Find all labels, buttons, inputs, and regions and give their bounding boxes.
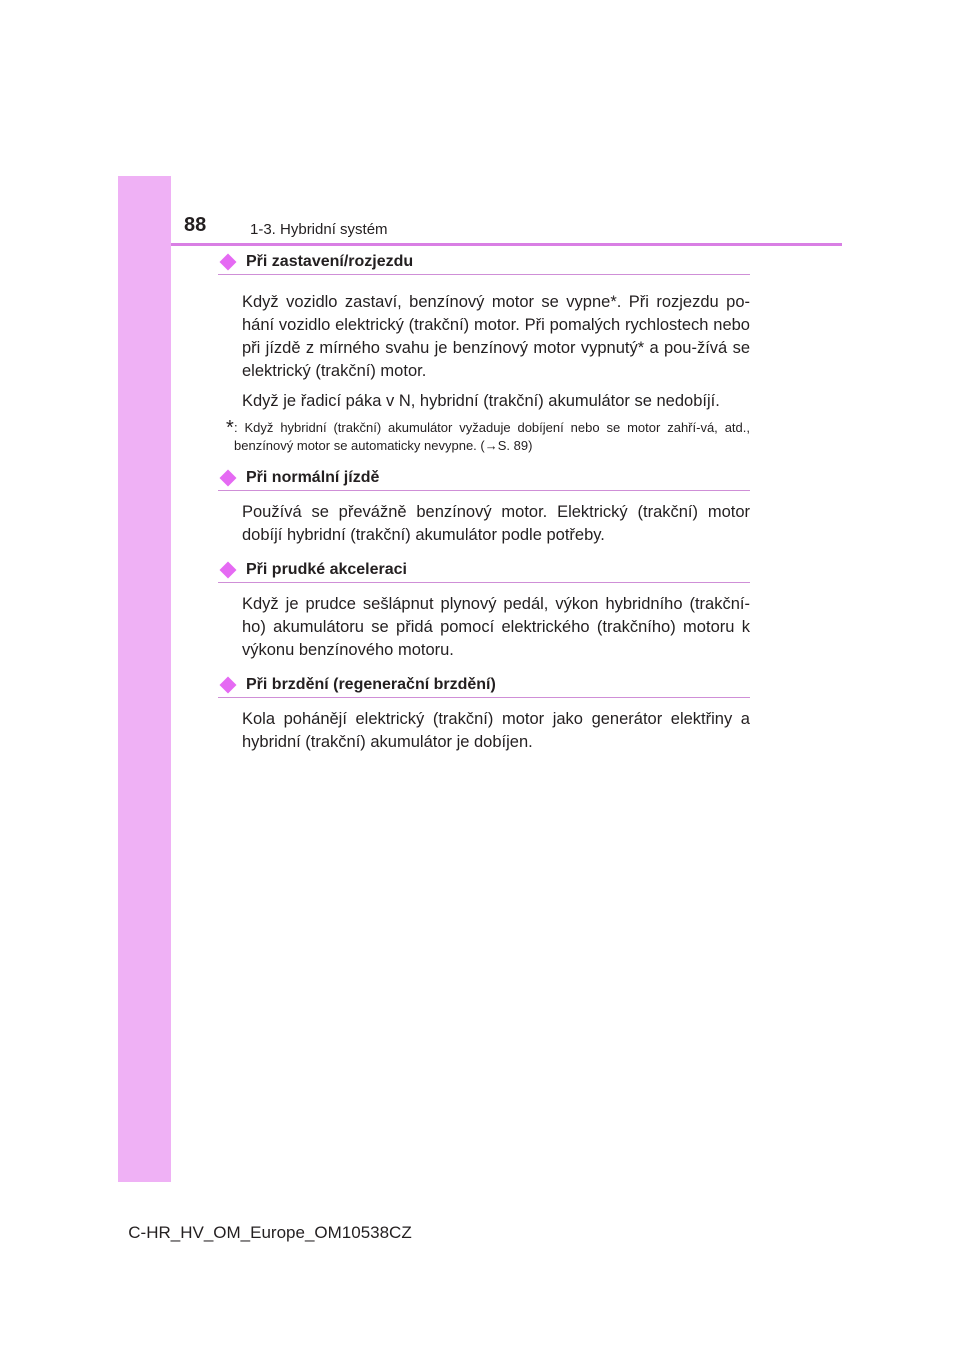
paragraph: Když je řadicí páka v N, hybridní (trakční) akumulátor se nedobíjí.	[242, 392, 720, 410]
section-stopping-starting	[218, 253, 750, 455]
diamond-bullet-icon	[220, 677, 237, 694]
diamond-bullet-icon	[220, 470, 237, 487]
section-heading	[218, 676, 750, 698]
diamond-bullet-icon	[220, 254, 237, 271]
side-tab-bar	[118, 176, 171, 1182]
diamond-bullet-icon	[220, 562, 237, 579]
heading-text: Při brzdění (regenerační brzdění)	[246, 676, 496, 693]
paragraph: Když vozidlo zastaví, benzínový motor se vypne*. Při rozjezdu po-hání vozidlo elektrický (trakční) motor. Při pomalých rychlostech nebo při jízdě z mírného svahu je benzínový motor vypnutý* a pou-žívá se elektrický (trakční) motor.	[242, 293, 750, 380]
heading-text: Při zastavení/rozjezdu	[246, 253, 414, 270]
section-heading	[218, 561, 750, 583]
section-heading	[218, 469, 750, 491]
heading-text: Při prudké akceleraci	[246, 561, 407, 578]
footnote	[226, 419, 750, 455]
footnote-mark: *	[226, 417, 234, 439]
paragraph: Když je prudce sešlápnut plynový pedál, výkon hybridního (trakční-ho) akumulátoru se přidá pomocí elektrického (trakčního) motoru k výkonu benzínového motoru.	[242, 595, 750, 659]
heading-text: Při normální jízdě	[246, 469, 380, 486]
header-rule	[171, 243, 842, 246]
section-heading	[218, 253, 750, 275]
footnote-text: : Když hybridní (trakční) akumulátor vyžaduje dobíjení nebo se motor zahří-vá, atd., benzínový motor se automaticky nevypne. (→S. 89)	[234, 420, 750, 453]
section-hard-acceleration	[218, 561, 750, 662]
page-number: 88	[184, 214, 207, 236]
paragraph: Používá se převážně benzínový motor. Elektrický (trakční) motor dobíjí hybridní (trakční) akumulátor podle potřeby.	[242, 503, 750, 544]
paragraph: Kola pohánějí elektrický (trakční) motor jako generátor elektřiny a hybridní (trakční) akumulátor je dobíjen.	[242, 710, 750, 751]
page-content	[218, 253, 750, 754]
section-braking	[218, 676, 750, 754]
section-title: 1-3. Hybridní systém	[250, 221, 388, 238]
section-normal-driving	[218, 469, 750, 547]
footer-doc-code: C-HR_HV_OM_Europe_OM10538CZ	[128, 1223, 412, 1242]
